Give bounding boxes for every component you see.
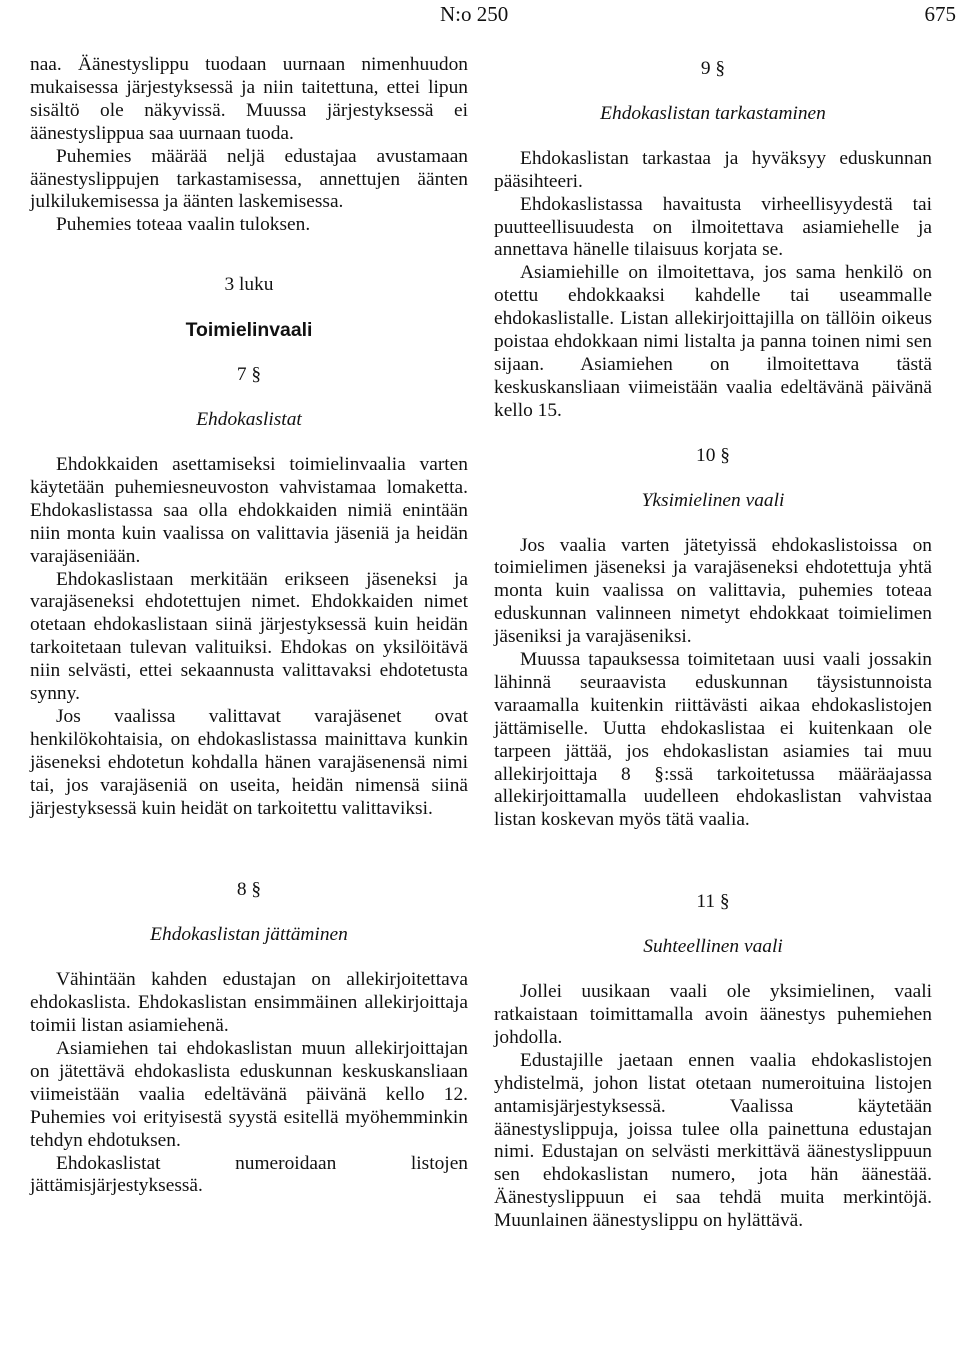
paragraph: Ehdokaslistat numeroidaan listojen jättämisjärjestyksessä. — [30, 1152, 468, 1197]
page-number: 675 — [924, 2, 956, 26]
paragraph: Ehdokaslistaan merkitään erikseen jäseneksi ja varajäseneksi ehdotettujen nimet. Ehdokkaiden nimet otetaan ehdokaslistaan siinä järjestyksessä kuin heidän tarkoitetaan tulevan valituiksi. Ehdokas on yksilöitävä niin selvästi, ettei sekaannusta valittavaksi ehdotetusta synny. — [30, 568, 468, 705]
issue-number: N:o 250 — [440, 2, 509, 26]
section-title: Ehdokaslistat — [196, 409, 302, 431]
right-column — [494, 54, 932, 1233]
paragraph: Ehdokkaiden asettamiseksi toimielinvaalia varten käytetään puhemiesneuvoston vahvistamaa lomaketta. Ehdokaslistassa saa olla ehdokkaiden nimiä enintään niin monta kuin vaalissa on valittavia jäseniä ja heidän varajäseniään. — [30, 453, 468, 567]
section-title: Suhteellinen vaali — [643, 936, 783, 958]
paragraph: Puhemies toteaa vaalin tuloksen. — [56, 214, 311, 236]
chapter-title: Toimielinvaali — [185, 319, 313, 342]
section-number: 11 § — [696, 891, 730, 913]
paragraph: Jollei uusikaan vaali ole yksimielinen, vaali ratkaistaan toimittamalla avoin äänestys puhemiehen johdolla. — [494, 981, 932, 1048]
section-title: Yksimielinen vaali — [641, 489, 785, 511]
left-column — [30, 54, 468, 1198]
section-number: 10 § — [696, 444, 730, 466]
paragraph: Ehdokaslistan tarkastaa ja hyväksyy eduskunnan pääsihteeri. — [494, 147, 932, 192]
section-number: 9 § — [700, 58, 726, 79]
paragraph: Ehdokaslistassa havaitusta virheellisyydestä tai puutteellisuudesta on ilmoitettava asiamiehelle ja annettava hänelle tilaisuus korjata se. — [494, 193, 932, 261]
paragraph: Asiamiehen tai ehdokaslistan muun allekirjoittajan on jätettävä ehdokaslista eduskunnan keskuskansliaan viimeistään vaalia edeltävänä päivänä kello 12. Puhemies voi erityisestä syystä esitellä myöhemminkin tehdyn ehdotuksen. — [30, 1038, 468, 1151]
chapter-heading: 3 luku — [224, 274, 274, 296]
paragraph: Jos vaalia varten jätetyissä ehdokaslistoissa on toimielimen jäseneksi ja varajäseneksi ehdotettuja yhtä monta kuin vaalissa on valittavia, puhemies toteaa eduskunnan valinneen nimetyt ehdokkaat toimielimen jäseniksi ja varajäseniksi. — [494, 534, 932, 648]
section-number: 8 § — [236, 879, 262, 901]
section-number: 7 § — [236, 364, 262, 386]
page-header — [0, 0, 960, 40]
paragraph: naa. Äänestyslippu tuodaan uurnaan nimenhuudon mukaisessa järjestyksessä ja niin taitettuna, ettei lipun sisältö ole näkyvissä. Muussa järjestyksessä ei äänestyslippua saa uurnaan tuoda. — [30, 54, 468, 144]
paragraph: Asiamiehille on ilmoitettava, jos sama henkilö on otettu ehdokkaaksi kahdelle tai useammalle ehdokaslistalle. Listan allekirjoittajilla on tällöin oikeus poistaa ehdokkaan nimi listalta ja panna toinen nimi sen sijaan. Asiamiehen on ilmoitettava tästä keskuskansliaan viimeistään vaalia edeltävänä päivänä kello 15. — [494, 262, 932, 421]
section-title: Ehdokaslistan jättäminen — [150, 924, 348, 946]
section-title: Ehdokaslistan tarkastaminen — [600, 102, 826, 124]
paragraph: Edustajille jaetaan ennen vaalia ehdokaslistojen yhdistelmä, johon listat otetaan numeroituina listojen antamisjärjestyksessä. Vaalissa käytetään äänestyslippuja, joissa tulee olla painettuna edustajan nimi. Edustajan on selvästi merkittävä äänestyslippuun sen ehdokaslistan numero, jota hän äänestää. Äänestyslippuun ei saa tehdä muita merkintöjä. Muunlainen äänestyslippu on hylättävä. — [494, 1049, 932, 1232]
paragraph: Vähintään kahden edustajan on allekirjoitettava ehdokaslista. Ehdokaslistan ensimmäinen allekirjoittaja toimii listan asiamiehenä. — [30, 969, 468, 1037]
paragraph: Jos vaalissa valittavat varajäsenet ovat henkilökohtaisia, on ehdokaslistassa mainittava kunkin jäseneksi ehdotetun kohdalla hänen varajäsenensä nimi tai, jos varajäseniä on useita, heidän nimensä siinä järjestyksessä kuin heidät on tarkoitettu valittaviksi. — [30, 705, 468, 819]
paragraph: Puhemies määrää neljä edustajaa avustamaan äänestyslippujen tarkastamisessa, annettujen äänten julkilukemisessa ja äänten laskemisessa. — [30, 145, 468, 213]
paragraph: Muussa tapauksessa toimitetaan uusi vaali jossakin lähinnä seuraavista eduskunnan täysistunnoista varaamalla kuitenkin riittävästi aikaa ehdokaslistojen jättämiselle. Uutta ehdokaslistaa ei kuitenkaan ole tarpeen jättää, jos ehdokaslistan asiamies tai muu allekirjoittaja 8 §:ssä tarkoitetussa määräajassa allekirjoittamalla uudelleen ehdokaslistan vahvistaa listan koskevan myös tätä vaalia. — [494, 649, 932, 831]
